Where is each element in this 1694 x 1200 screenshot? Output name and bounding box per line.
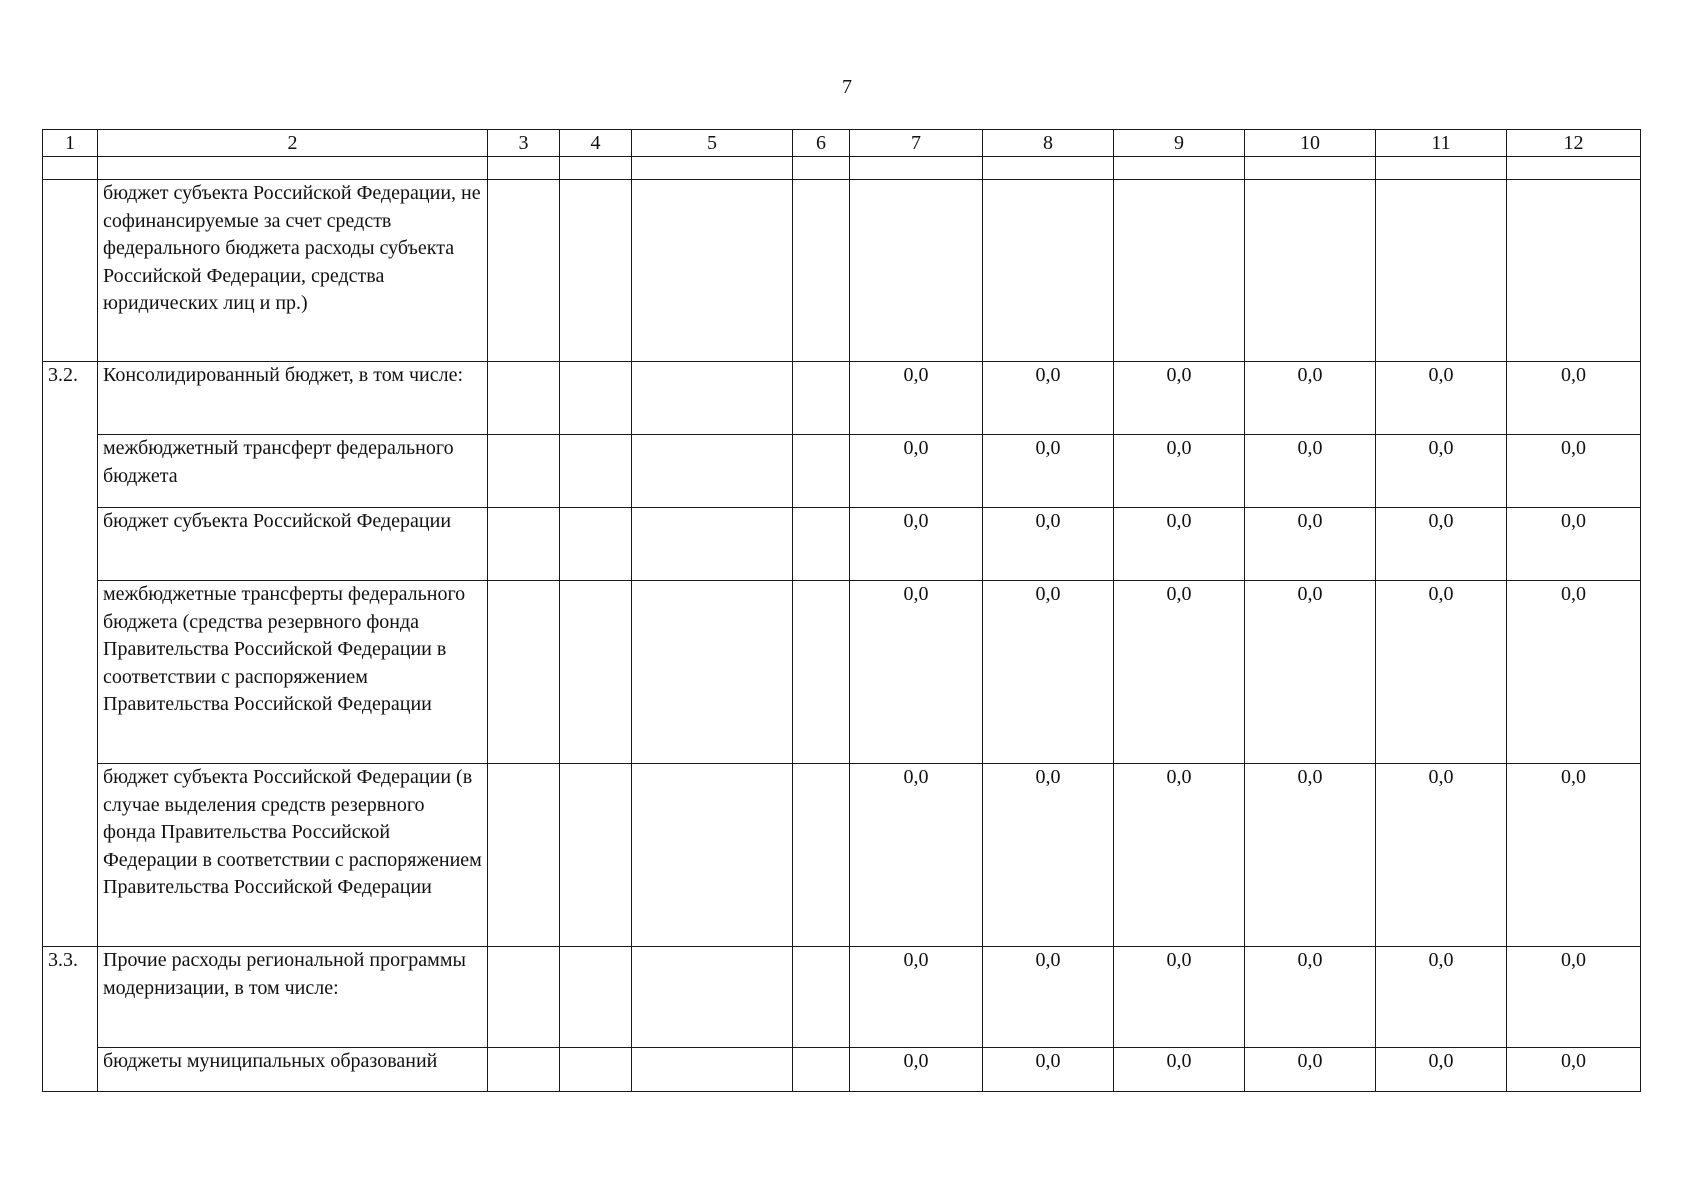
empty-cell <box>43 157 98 180</box>
value-cell <box>793 581 850 764</box>
column-number: 1 <box>43 130 98 157</box>
row-index: 3.3. <box>43 947 98 1092</box>
value-cell <box>1507 180 1641 362</box>
value-cell: 0,0 <box>850 581 983 764</box>
value-cell <box>632 764 793 947</box>
value-cell <box>560 180 632 362</box>
value-cell <box>488 508 560 581</box>
value-cell: 0,0 <box>1376 947 1507 1048</box>
value-cell: 0,0 <box>1507 581 1641 764</box>
row-index <box>43 180 98 362</box>
column-number: 8 <box>983 130 1114 157</box>
value-cell <box>793 362 850 435</box>
value-cell: 0,0 <box>1376 508 1507 581</box>
column-number: 11 <box>1376 130 1507 157</box>
value-cell <box>560 764 632 947</box>
value-cell: 0,0 <box>1376 435 1507 508</box>
value-cell: 0,0 <box>1376 764 1507 947</box>
empty-cell <box>1114 157 1245 180</box>
value-cell <box>560 435 632 508</box>
empty-cell <box>1245 157 1376 180</box>
column-number: 10 <box>1245 130 1376 157</box>
value-cell <box>560 362 632 435</box>
value-cell: 0,0 <box>850 362 983 435</box>
value-cell: 0,0 <box>1376 362 1507 435</box>
value-cell <box>632 435 793 508</box>
value-cell <box>560 1048 632 1092</box>
value-cell: 0,0 <box>1245 435 1376 508</box>
value-cell <box>488 362 560 435</box>
table-row <box>43 180 1641 362</box>
table-row <box>43 1048 1641 1092</box>
value-cell: 0,0 <box>1114 947 1245 1048</box>
value-cell <box>983 180 1114 362</box>
value-cell <box>632 947 793 1048</box>
empty-cell <box>98 157 488 180</box>
row-description: бюджет субъекта Российской Федерации <box>98 508 488 581</box>
value-cell <box>632 180 793 362</box>
value-cell <box>632 581 793 764</box>
value-cell <box>793 764 850 947</box>
value-cell: 0,0 <box>850 764 983 947</box>
value-cell: 0,0 <box>983 508 1114 581</box>
table-row <box>43 581 1641 764</box>
value-cell: 0,0 <box>1507 1048 1641 1092</box>
row-description: бюджет субъекта Российской Федерации, не софинансируемые за счет средств федерального бюджета расходы субъекта Российской Федерации, средства юридических лиц и пр.) <box>98 180 488 362</box>
empty-cell <box>632 157 793 180</box>
value-cell <box>560 581 632 764</box>
value-cell <box>793 508 850 581</box>
value-cell: 0,0 <box>1507 947 1641 1048</box>
value-cell <box>488 1048 560 1092</box>
value-cell: 0,0 <box>1114 581 1245 764</box>
empty-cell <box>560 157 632 180</box>
table-row <box>43 764 1641 947</box>
value-cell: 0,0 <box>1245 508 1376 581</box>
page-number: 7 <box>842 76 852 98</box>
empty-cell <box>983 157 1114 180</box>
empty-cell <box>793 157 850 180</box>
value-cell: 0,0 <box>850 947 983 1048</box>
value-cell: 0,0 <box>1114 362 1245 435</box>
value-cell <box>793 435 850 508</box>
value-cell <box>488 435 560 508</box>
value-cell: 0,0 <box>1376 581 1507 764</box>
value-cell: 0,0 <box>1507 362 1641 435</box>
value-cell: 0,0 <box>1507 764 1641 947</box>
value-cell: 0,0 <box>1245 947 1376 1048</box>
empty-cell <box>488 157 560 180</box>
value-cell: 0,0 <box>850 1048 983 1092</box>
value-cell: 0,0 <box>983 947 1114 1048</box>
budget-table <box>42 129 1641 1092</box>
value-cell: 0,0 <box>1114 508 1245 581</box>
table-row <box>43 435 1641 508</box>
value-cell <box>488 947 560 1048</box>
table-row <box>43 508 1641 581</box>
row-description: Консолидированный бюджет, в том числе: <box>98 362 488 435</box>
value-cell: 0,0 <box>983 362 1114 435</box>
value-cell <box>1114 180 1245 362</box>
value-cell <box>632 508 793 581</box>
value-cell: 0,0 <box>1376 1048 1507 1092</box>
empty-cell <box>850 157 983 180</box>
spacer-row <box>43 157 1641 180</box>
row-index: 3.2. <box>43 362 98 947</box>
value-cell <box>632 1048 793 1092</box>
value-cell <box>632 362 793 435</box>
value-cell <box>1245 180 1376 362</box>
value-cell <box>793 1048 850 1092</box>
column-number-row <box>43 130 1641 157</box>
value-cell: 0,0 <box>983 581 1114 764</box>
column-number: 9 <box>1114 130 1245 157</box>
column-number: 12 <box>1507 130 1641 157</box>
value-cell: 0,0 <box>1114 1048 1245 1092</box>
value-cell: 0,0 <box>1114 764 1245 947</box>
value-cell <box>488 180 560 362</box>
column-number: 7 <box>850 130 983 157</box>
column-number: 4 <box>560 130 632 157</box>
value-cell <box>850 180 983 362</box>
value-cell <box>793 180 850 362</box>
value-cell <box>488 581 560 764</box>
row-description: бюджет субъекта Российской Федерации (в случае выделения средств резервного фонда Правительства Российской Федерации в соответствии с распоряжением Правительства Российской Федерации <box>98 764 488 947</box>
value-cell: 0,0 <box>1245 764 1376 947</box>
value-cell <box>560 508 632 581</box>
value-cell <box>488 764 560 947</box>
row-description: межбюджетные трансферты федерального бюджета (средства резервного фонда Правительства Российской Федерации в соответствии с распоряжением Правительства Российской Федерации <box>98 581 488 764</box>
value-cell: 0,0 <box>1507 435 1641 508</box>
column-number: 5 <box>632 130 793 157</box>
row-description: Прочие расходы региональной программы модернизации, в том числе: <box>98 947 488 1048</box>
value-cell: 0,0 <box>1245 1048 1376 1092</box>
value-cell <box>793 947 850 1048</box>
table-row <box>43 362 1641 435</box>
value-cell: 0,0 <box>1507 508 1641 581</box>
empty-cell <box>1376 157 1507 180</box>
column-number: 6 <box>793 130 850 157</box>
value-cell: 0,0 <box>850 435 983 508</box>
value-cell: 0,0 <box>1245 362 1376 435</box>
empty-cell <box>1507 157 1641 180</box>
table-row <box>43 947 1641 1048</box>
row-description: бюджеты муниципальных образований <box>98 1048 488 1092</box>
value-cell: 0,0 <box>1245 581 1376 764</box>
value-cell <box>560 947 632 1048</box>
row-description: межбюджетный трансферт федерального бюджета <box>98 435 488 508</box>
value-cell: 0,0 <box>983 764 1114 947</box>
value-cell: 0,0 <box>983 435 1114 508</box>
value-cell: 0,0 <box>850 508 983 581</box>
value-cell <box>1376 180 1507 362</box>
value-cell: 0,0 <box>1114 435 1245 508</box>
column-number: 2 <box>98 130 488 157</box>
value-cell: 0,0 <box>983 1048 1114 1092</box>
column-number: 3 <box>488 130 560 157</box>
